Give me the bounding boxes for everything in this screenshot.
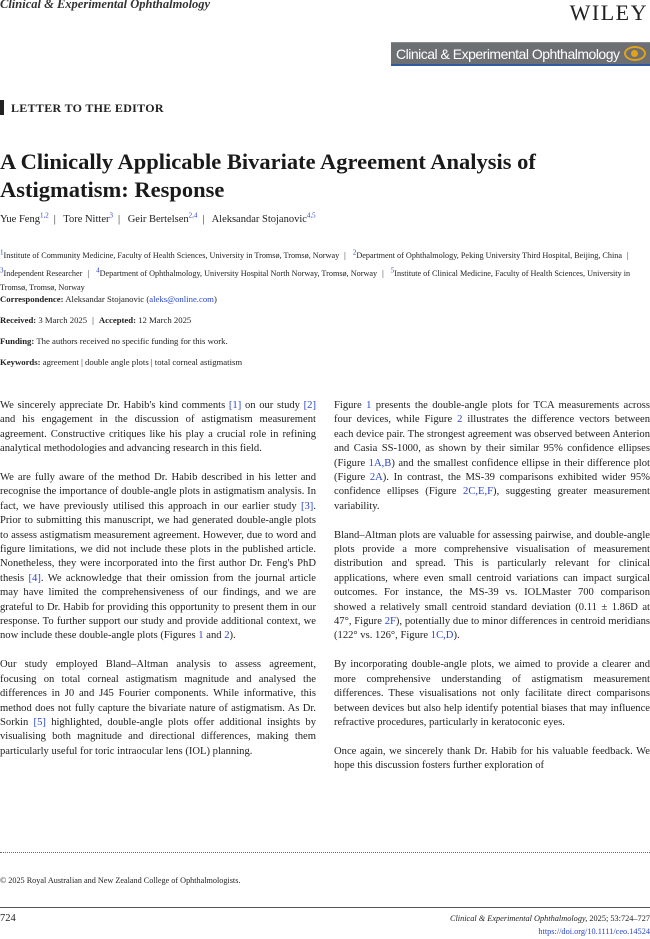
body-paragraph [334, 529, 650, 644]
reference-link[interactable]: 2 [457, 414, 463, 426]
affiliation: $^4$Department of Ophthalmology, University Hospital North Norway, Tromsø, Norway [96, 266, 378, 278]
journal-banner-text: Clinical & Experimental Ophthalmology [396, 46, 620, 62]
paragraph-text: We sincerely appreciate Dr. Habib's kind comments [0, 400, 229, 411]
reference-link[interactable]: 1C,D [430, 630, 454, 642]
reference-link[interactable]: [4] [28, 572, 41, 584]
paragraph-text: ). [453, 630, 460, 642]
journal-banner [391, 42, 650, 66]
paragraph-text: presents the double-angle plots for TCA measurements across four devices, while Figure [334, 400, 650, 426]
funding: Funding: The authors received no specific funding for this work. [0, 336, 228, 346]
paragraph-text: ), potentially due to minor differences in centroid meridians (122° vs. 126°, Figure [334, 616, 650, 642]
article-type-label: LETTER TO THE EDITOR [11, 101, 164, 115]
reference-link[interactable]: [3] [300, 500, 314, 512]
body-paragraph [334, 745, 650, 774]
affiliations: $^1$Institute of Community Medicine, Faculty of Health Sciences, University in Tromsø, Tromsø, Norway | $^2$Department of Ophthalmology, Peking University Third Hospital, Beijing, China | $^3$Independent Researcher | $^4$Department of Ophthalmology, University Hospital North Norway, Tromsø, Norway | $^5$Institute of Clinical Medicine, Faculty of Health Sciences, University in Tromsø, Tromsø, Norway [0, 248, 631, 293]
author[interactable]: Geir Bertelsen$^{2,4}$ [127, 211, 198, 225]
reference-link[interactable]: 2C,E,F [463, 486, 494, 498]
body-paragraph [334, 658, 650, 730]
running-journal-title: Clinical & Experimental Ophthalmology [0, 0, 211, 11]
keyword: agreement [42, 357, 79, 367]
affiliation: $^1$Institute of Community Medicine, Faculty of Health Sciences, University in Tromsø, Tromsø, Norway [0, 248, 340, 260]
paragraph-text: By incorporating double-angle plots, we aimed to provide a clearer and more comprehensive understanding of astigmatism measurement differences. These visualisations not only facilitate direct comparisons between devices but also help identify potential biases that may influence refractive procedures, particularly in keratoconic eyes. [334, 659, 650, 728]
paragraph-text: ). [229, 630, 236, 642]
footer-divider [0, 907, 650, 908]
body-paragraph [0, 399, 316, 457]
page-number: 724 [0, 913, 16, 924]
paragraph-text: on our study [241, 400, 304, 411]
paragraph-text: ). In contrast, the MS-39 comparisons exhibited wider 95% confidence ellipses (Figure [334, 472, 650, 498]
affiliation: $^5$Institute of Clinical Medicine, Faculty of Health Sciences, University in Tromsø, Tromsø, Norway [0, 266, 631, 293]
paragraph-text: highlighted, double-angle plots offer additional insights by visualising both magnitude and directional differences, making them particularly useful for toric intraocular lens (IOL) planning. [0, 716, 316, 757]
author[interactable]: Tore Nitter$^3$ [63, 211, 113, 225]
eye-logo-icon [624, 46, 646, 61]
body-column-left [0, 399, 316, 774]
paragraph-text: . We acknowledge that their omission from the journal article may have limited the comprehensiveness of our findings, and we are grateful to Dr. Habib for providing this opportunity to present them in our response. To further support our study and provide additional context, we now include these double-angle plots (Figures [0, 572, 316, 642]
author[interactable]: Aleksandar Stojanovic$^{4,5}$ [211, 211, 316, 225]
publisher-logo: WILEY [569, 0, 648, 25]
affiliation: $^3$Independent Researcher [0, 266, 83, 278]
reference-link[interactable]: [5] [33, 716, 46, 728]
reference-link[interactable]: 2F [384, 616, 396, 628]
paragraph-text: and [203, 630, 225, 642]
paragraph-text: ), suggesting greater measurement variability. [334, 486, 650, 512]
paragraph-text: Bland–Altman plots are valuable for assessing pairwise, and double-angle plots provide a more comprehensive visualisation of measurement distribution and spread. This is particularly relevant for clinical applications, where even small centroid variations can impact surgical outcomes. For instance, the MS-39 vs. IOLMaster 700 comparison showed a relatively small centroid standard deviation (0.11 ± 1.86D at 47°, Figure [334, 529, 650, 628]
reference-link[interactable]: 1 [366, 400, 372, 411]
affiliation: $^2$Department of Ophthalmology, Peking University Third Hospital, Beijing, China [352, 248, 622, 260]
footnote-divider [0, 852, 650, 853]
citation: Clinical & Experimental Ophthalmology, 2025; 53:724–727 https://doi.org/10.1111/ceo.14524 [449, 914, 650, 936]
body-column-right [334, 399, 650, 788]
reference-link[interactable]: 1A,B [368, 457, 392, 469]
article-title: A Clinically Applicable Bivariate Agreement Analysis of Astigmatism: Response [0, 149, 536, 202]
reference-link[interactable]: 1 [198, 630, 204, 642]
paragraph-text: . Prior to submitting this manuscript, we had generated double-angle plots to assess astigmatism measurement agreement. However, due to word and figure limitations, we did not include these plots in the published article. Nonetheless, they were incorporated into the first author Dr. Feng's PhD thesis [0, 500, 316, 584]
paragraph-text: Figure [334, 400, 367, 411]
copyright: © 2025 Royal Australian and New Zealand College of Ophthalmologists. [0, 876, 241, 885]
body-paragraph [0, 471, 316, 644]
email-link[interactable]: aleks@online.com [149, 294, 214, 304]
paragraph-text: Our study employed Bland–Altman analysis to assess agreement, focusing on total corneal astigmatism magnitude and analysed the differences in J0 and J45 Fourier components. While informative, this method does not fully capture the bivariate nature of astigmatism. As Dr. Sorkin [0, 659, 316, 728]
keywords: Keywords: agreement | double angle plots | total corneal astigmatism [0, 357, 243, 367]
correspondence: Correspondence: Aleksandar Stojanovic (aleks@online.com) [0, 294, 217, 304]
paragraph-text: We are fully aware of the method Dr. Habib described in his letter and recognise the importance of double-angle plots in astigmatism analysis. In fact, we have previously utilised this approach in our earlier study [0, 472, 316, 512]
author-list: Yue Feng$^{1,2}$ | Tore Nitter$^3$ | Geir Bertelsen$^{2,4}$ | Aleksandar Stojanovic$^{4,5}$ [0, 211, 316, 225]
article-type [0, 100, 164, 116]
doi-link[interactable]: https://doi.org/10.1111/ceo.14524 [538, 926, 650, 936]
paragraph-text: ) and the smallest confidence ellipse in their difference plot (Figure [334, 457, 650, 484]
paragraph-text: and his engagement in the discussion of astigmatism measurement agreement. Constructive critiques like his play a crucial role in refining analytical methodologies and advancing research in this field. [0, 414, 316, 455]
keyword: double angle plots [85, 357, 149, 367]
body-paragraph [334, 399, 650, 514]
reference-link[interactable]: [1] [228, 400, 242, 411]
section-marker [0, 100, 4, 115]
reference-link[interactable]: [2] [303, 400, 317, 411]
paragraph-text: illustrates the difference vectors between each device pair. The strongest agreement was observed between Anterion and Casia SS-1000, as shown by their similar 95% confidence ellipses (Figure [334, 414, 650, 469]
keyword: total corneal astigmatism [154, 357, 243, 367]
author[interactable]: Yue Feng$^{1,2}$ [0, 211, 49, 225]
body-paragraph [0, 658, 316, 759]
reference-link[interactable]: 2 [224, 630, 230, 642]
reference-link[interactable]: 2A [369, 472, 383, 484]
dates: Received: 3 March 2025 | Accepted: 12 March 2025 [0, 315, 192, 325]
paragraph-text: Once again, we sincerely thank Dr. Habib for his valuable feedback. We hope this discussion fosters further exploration of [334, 745, 650, 772]
